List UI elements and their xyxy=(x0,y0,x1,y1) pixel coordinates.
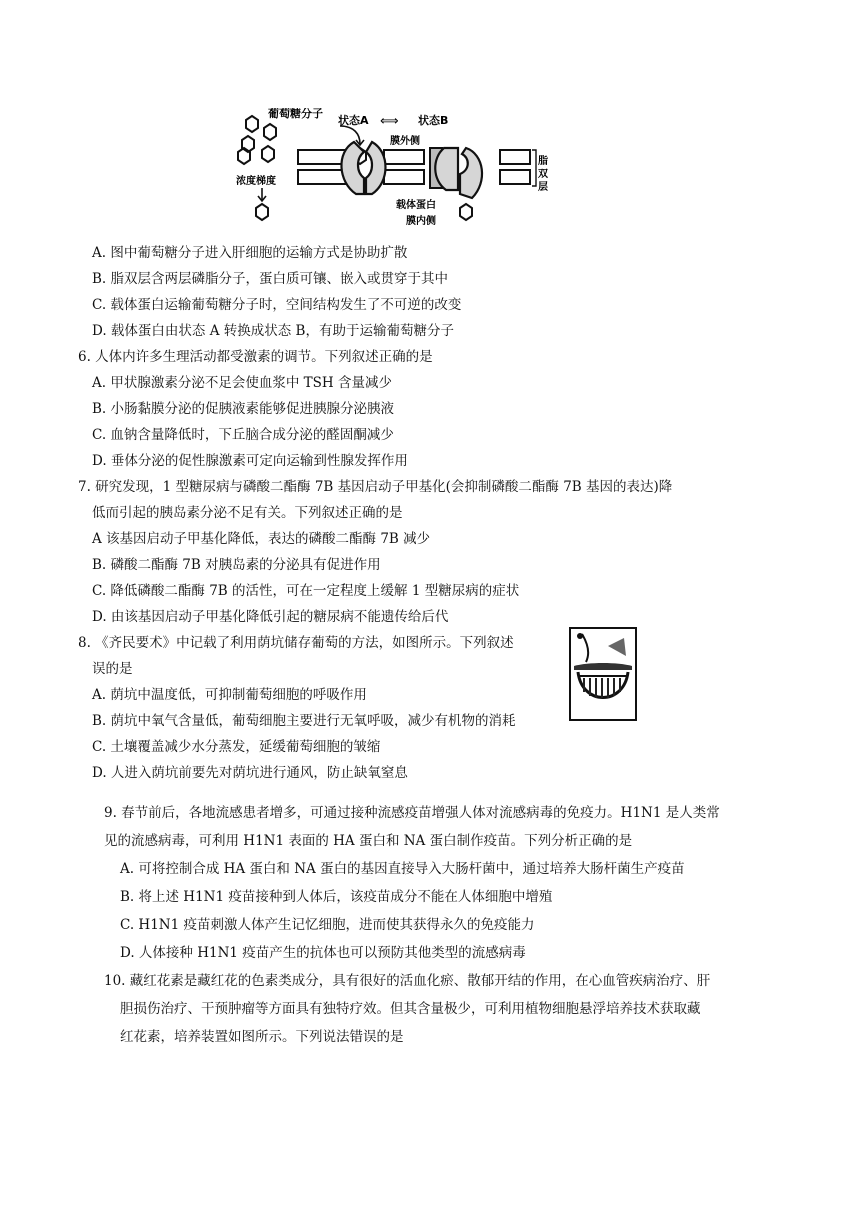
q6-option-b: B. 小肠黏膜分泌的促胰液素能够促进胰腺分泌胰液 xyxy=(92,401,395,417)
q9-stem-line1: 9. 春节前后，各地流感患者增多，可通过接种流感疫苗增强人体对流感病毒的免疫力。H1N1 是人类常 xyxy=(104,805,720,821)
q9-option-b: B. 将上述 H1N1 疫苗接种到人体后，该疫苗成分不能在人体细胞中增殖 xyxy=(120,889,553,905)
q7-option-c: C. 降低磷酸二酯酶 7B 的活性，可在一定程度上缓解 1 型糖尿病的症状 xyxy=(92,583,520,599)
bilayer-bracket xyxy=(532,150,536,186)
carrier-protein-diagram xyxy=(232,108,552,230)
q9-stem-line2: 见的流感病毒，可利用 H1N1 表面的 HA 蛋白和 NA 蛋白制作疫苗。下列分析正确的是 xyxy=(104,833,633,849)
carrier-protein-state-b xyxy=(435,148,482,198)
label-bilayer-3: 层 xyxy=(538,182,548,193)
q5-option-c: C. 载体蛋白运输葡萄糖分子时，空间结构发生了不可逆的改变 xyxy=(92,297,462,313)
q10-stem-line3: 红花素，培养装置如图所示。下列说法错误的是 xyxy=(120,1029,404,1045)
q5-option-a: A. 图中葡萄糖分子进入肝细胞的运输方式是协助扩散 xyxy=(92,245,408,261)
q8-stem-line1: 8. 《齐民要术》中记载了利用荫坑储存葡萄的方法，如图所示。下列叙述 xyxy=(78,635,514,651)
q8-stem-line2: 误的是 xyxy=(92,661,133,677)
q6-option-a: A. 甲状腺激素分泌不足会使血浆中 TSH 含量减少 xyxy=(92,375,392,391)
q9-option-c: C. H1N1 疫苗刺激人体产生记忆细胞，进而使其获得永久的免疫能力 xyxy=(120,917,535,933)
label-bilayer-2: 双 xyxy=(538,169,548,180)
q10-stem-line2: 胆损伤治疗、干预肿瘤等方面具有独特疗效。但其含量极少，可利用植物细胞悬浮培养技术获取藏 xyxy=(120,1001,701,1017)
q6-option-d: D. 垂体分泌的促性腺激素可定向运输到性腺发挥作用 xyxy=(92,453,408,469)
q10-stem-line1: 10. 藏红花素是藏红花的色素类成分，具有很好的活血化瘀、散郁开结的作用，在心血管疾病治疗、肝 xyxy=(104,973,711,989)
label-inside: 膜内侧 xyxy=(406,216,436,227)
grape-cellar-image xyxy=(568,626,638,722)
q5-option-d: D. 载体蛋白由状态 A 转换成状态 B，有助于运输葡萄糖分子 xyxy=(92,323,454,339)
q8-option-d: D. 人进入荫坑前要先对荫坑进行通风，防止缺氧窒息 xyxy=(92,765,408,781)
gradient-arrow xyxy=(258,188,266,201)
q5-option-b: B. 脂双层含两层磷脂分子，蛋白质可镶、嵌入或贯穿于其中 xyxy=(92,271,449,287)
q6-stem: 6. 人体内许多生理活动都受激素的调节。下列叙述正确的是 xyxy=(78,349,433,365)
q7-option-d: D. 由该基因启动子甲基化降低引起的糖尿病不能遗传给后代 xyxy=(92,609,449,625)
q6-option-c: C. 血钠含量降低时，下丘脑合成分泌的醛固酮减少 xyxy=(92,427,394,443)
figure-carrier-protein xyxy=(232,108,552,230)
label-state-a: 状态A xyxy=(338,114,369,127)
label-carrier: 载体蛋白 xyxy=(396,200,436,211)
q7-option-a: A 该基因启动子甲基化降低，表达的磷酸二酯酶 7B 减少 xyxy=(92,531,431,547)
q8-option-b: B. 荫坑中氧气含量低，葡萄细胞主要进行无氧呼吸，减少有机物的消耗 xyxy=(92,713,516,729)
membrane-bilayer xyxy=(298,148,530,188)
double-arrow: ⟺ xyxy=(380,114,399,129)
label-state-b: 状态B xyxy=(418,114,449,127)
figure-grape-cellar xyxy=(568,626,638,722)
label-gradient: 浓度梯度 xyxy=(236,176,276,187)
label-outside: 膜外侧 xyxy=(390,136,420,147)
label-bilayer-1: 脂 xyxy=(538,156,548,167)
q7-stem-line1: 7. 研究发现，1 型糖尿病与磷酸二酯酶 7B 基因启动子甲基化(会抑制磷酸二酯酶 7B 基因的表达)降 xyxy=(78,479,673,495)
label-glucose: 葡萄糖分子 xyxy=(268,108,323,120)
q9-option-a: A. 可将控制合成 HA 蛋白和 NA 蛋白的基因直接导入大肠杆菌中，通过培养大肠杆菌生产疫苗 xyxy=(120,861,685,877)
q7-stem-line2: 低而引起的胰岛素分泌不足有关。下列叙述正确的是 xyxy=(92,505,403,521)
q8-option-a: A. 荫坑中温度低，可抑制葡萄细胞的呼吸作用 xyxy=(92,687,367,703)
q7-option-b: B. 磷酸二酯酶 7B 对胰岛素的分泌具有促进作用 xyxy=(92,557,381,573)
q9-option-d: D. 人体接种 H1N1 疫苗产生的抗体也可以预防其他类型的流感病毒 xyxy=(120,945,526,961)
q8-option-c: C. 土壤覆盖减少水分蒸发，延缓葡萄细胞的皱缩 xyxy=(92,739,381,755)
